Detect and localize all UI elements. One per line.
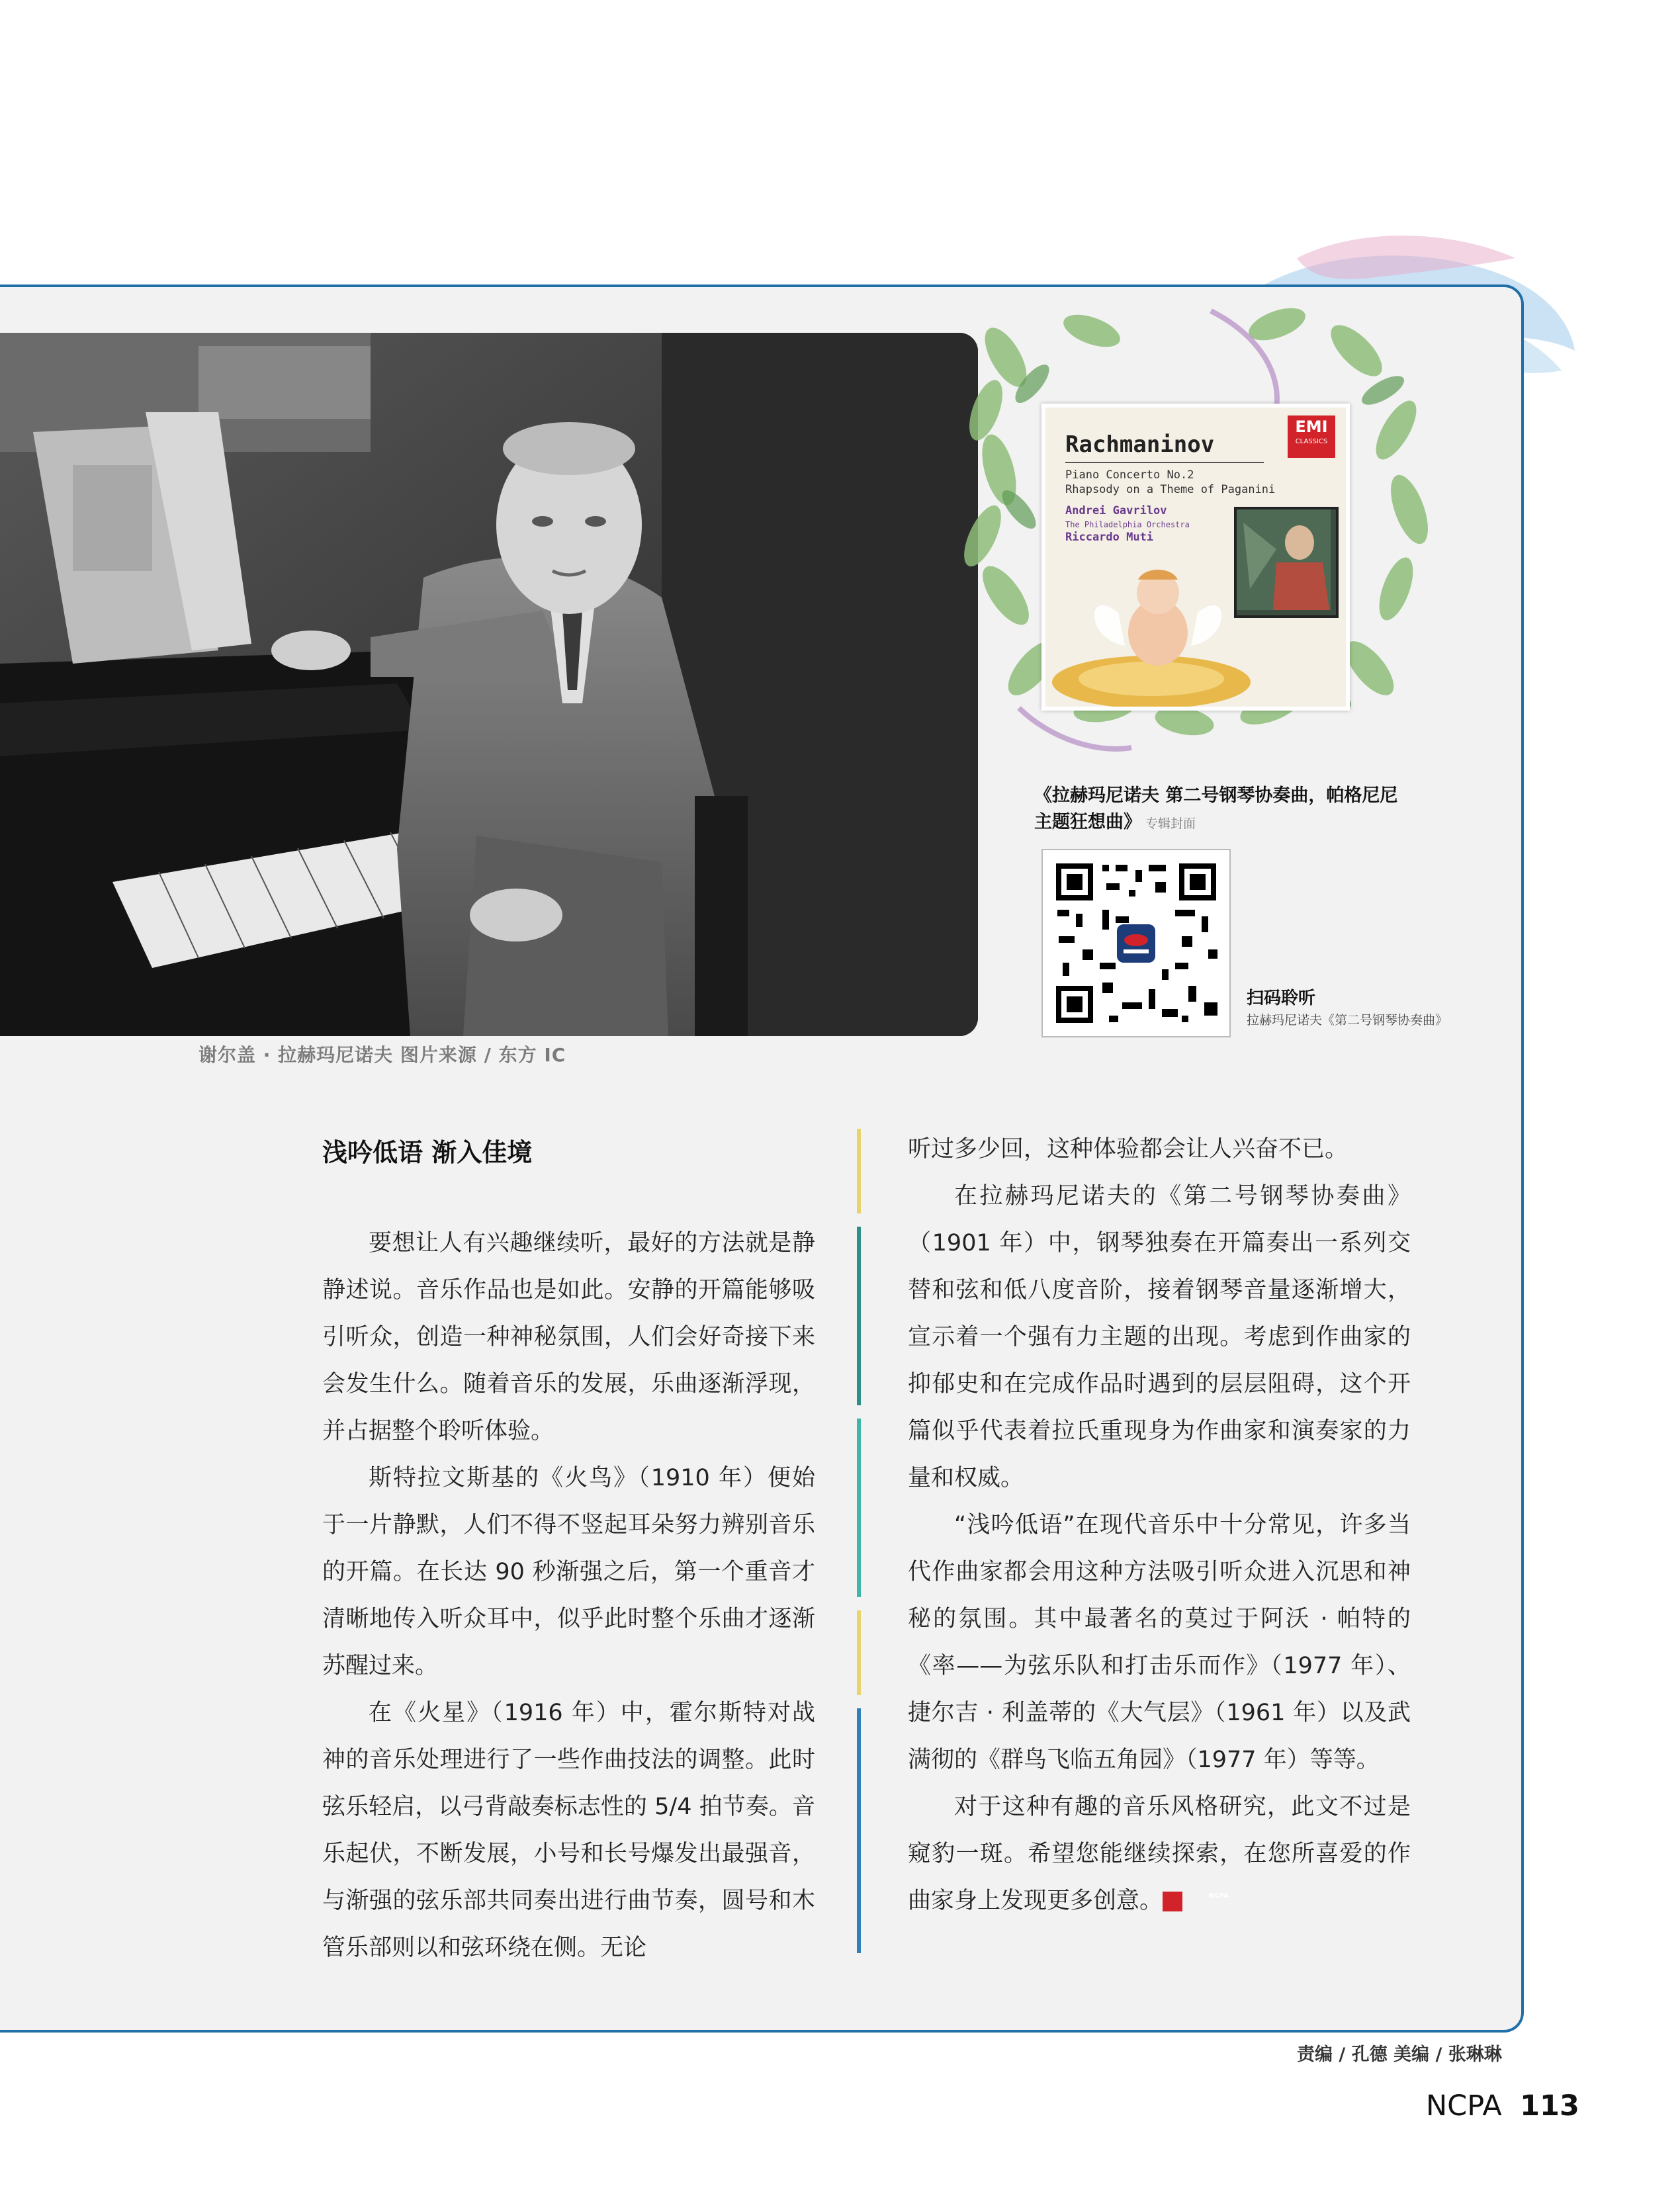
page-number: 113	[1520, 2089, 1579, 2122]
paragraph: 要想让人有兴趣继续听，最好的方法就是静静述说。音乐作品也是如此。安静的开篇能够吸引听众，创造一种神秘氛围，人们会好奇接下来会发生什么。随着音乐的发展，乐曲逐渐浮现，并占据整个聆听体验。	[322, 1230, 815, 1444]
emi-logo-subtext: CLASSICS	[1295, 438, 1328, 445]
album-cover-rule	[1065, 462, 1264, 463]
section-heading: 浅吟低语 渐入佳境	[322, 1138, 533, 1167]
album-cover	[1041, 404, 1350, 711]
paragraph: 听过多少回，这种体验都会让人兴奋不已。	[908, 1136, 1348, 1162]
album-caption-title-end: 主题狂想曲》	[1034, 812, 1141, 832]
article-column-1	[322, 1220, 815, 1972]
album-cover-conductor: Riccardo Muti	[1065, 531, 1154, 544]
album-cover-orchestra: The Philadelphia Orchestra	[1065, 520, 1190, 529]
album-cover-subtitle-1: Piano Concerto No.2	[1065, 468, 1194, 482]
emi-logo	[1288, 416, 1335, 458]
album-caption	[1034, 783, 1444, 837]
paragraph: 在《火星》（1916 年）中，霍尔斯特对战神的音乐处理进行了一些作曲技法的调整。此时弦乐轻启，以弓背敲奏标志性的 5/4 拍节奏。音乐起伏，不断发展，小号和长号爆发出最强音，与渐强的弦乐部共同奏出进行曲节奏，圆号和木管乐部则以和弦环绕在侧。无论	[322, 1700, 815, 1961]
qr-label: 扫码聆听	[1247, 988, 1316, 1008]
album-caption-line-1: 《拉赫玛尼诺夫 第二号钢琴协奏曲，帕格尼尼	[1034, 785, 1398, 806]
paragraph: 在拉赫玛尼诺夫的《第二号钢琴协奏曲》（1901 年）中，钢琴独奏在开篇奏出一系列交替和弦和低八度音阶，接着钢琴音量逐渐增大，宣示着一个强有力主题的出现。考虑到作曲家的抑郁史和在完成作品时遇到的层层阻碍，这个开篇似乎代表着拉氏重现身为作曲家和演奏家的力量和权威。	[908, 1183, 1411, 1491]
album-cover-cherub	[1045, 547, 1350, 711]
paragraph: 斯特拉文斯基的《火鸟》（1910 年）便始于一片静默，人们不得不竖起耳朵努力辨别音乐的开篇。在长达 90 秒渐强之后，第一个重音才清晰地传入听众耳中，似乎此时整个乐曲才逐渐苏醒过来。	[322, 1465, 815, 1679]
paragraph-text: 对于这种有趣的音乐风格研究，此文不过是窥豹一斑。希望您能继续探索，在您所喜爱的作曲家身上发现更多创意。	[908, 1794, 1411, 1914]
article-column-2	[908, 1126, 1411, 1925]
column-divider-blue	[857, 1708, 861, 1953]
column-divider-green	[857, 1419, 861, 1597]
column-divider-teal	[857, 1227, 861, 1405]
qr-sublabel: 拉赫玛尼诺夫《第二号钢琴协奏曲》	[1247, 1013, 1448, 1028]
album-cover-subtitle-2: Rhapsody on a Theme of Paganini	[1065, 483, 1276, 496]
album-caption-note: 专辑封面	[1145, 816, 1196, 831]
rachmaninoff-photo	[0, 333, 978, 1036]
qr-code[interactable]	[1041, 849, 1231, 1037]
album-cover-title: Rachmaninov	[1065, 431, 1215, 458]
column-divider-yellow-2	[857, 1610, 861, 1695]
album-caption-line-2	[1034, 809, 1444, 837]
column-divider-yellow	[857, 1129, 861, 1213]
qr-code-image	[1043, 850, 1229, 1036]
album-cover-artist: Andrei Gavrilov	[1065, 504, 1167, 517]
paragraph-last	[908, 1784, 1411, 1925]
photo-caption: 谢尔盖 · 拉赫玛尼诺夫 图片来源 / 东方 IC	[199, 1044, 566, 1066]
emi-logo-text: EMI	[1295, 417, 1328, 436]
editor-credits: 责编 / 孔德 美编 / 张琳琳	[1297, 2044, 1502, 2065]
ncpa-end-mark: NCPA	[1163, 1892, 1182, 1911]
magazine-name: NCPA	[1426, 2089, 1502, 2122]
page-folio	[1426, 2089, 1579, 2122]
paragraph: “浅吟低语”在现代音乐中十分常见，许多当代作曲家都会用这种方法吸引听众进入沉思和神秘的氛围。其中最著名的莫过于阿沃 · 帕特的《率——为弦乐队和打击乐而作》（1977 年）、捷尔吉 · 利盖蒂的《大气层》（1961 年）以及武满彻的《群鸟飞临五角园》（1977 年）等等。	[908, 1512, 1411, 1773]
